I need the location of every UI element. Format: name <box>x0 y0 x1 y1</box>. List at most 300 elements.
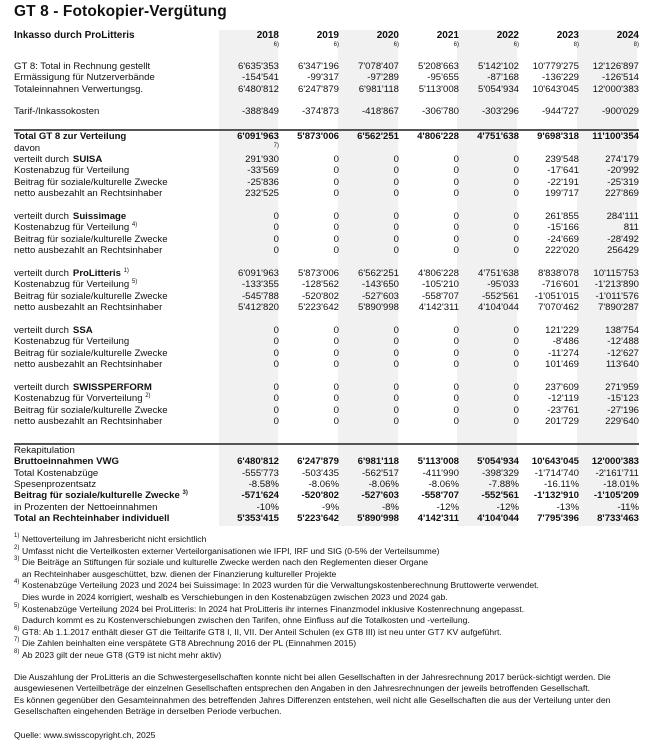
value-cell: -17'641 <box>547 165 579 177</box>
value-cell: 6) <box>513 42 519 49</box>
value-cell: 0 <box>453 233 459 245</box>
value-cell: -8'486 <box>552 336 579 348</box>
spacer-cell <box>339 118 399 130</box>
value-cell: 232'525 <box>245 188 279 200</box>
value-cell: 0 <box>393 233 399 245</box>
value-cell: 0 <box>393 176 399 188</box>
spacer-cell <box>579 444 639 456</box>
spacer-cell <box>279 200 339 211</box>
value-cell: 0 <box>453 336 459 348</box>
table-row <box>14 165 639 176</box>
table-row <box>14 382 639 393</box>
row-label: Totaleinnahnen Verwertungsg. <box>14 83 144 95</box>
row-label-text: netto ausbezahlt an Rechtsinhaber <box>14 302 163 314</box>
source-line: Quelle: www.swisscopyright.ch, 2025 <box>14 729 156 740</box>
value-cell: 5'873'006 <box>297 268 339 280</box>
recap-row <box>14 479 639 490</box>
value-cell: -11'274 <box>548 347 579 359</box>
spacer-cell <box>579 49 639 60</box>
value-cell: 2021 <box>436 30 459 41</box>
value-cell: -555'773 <box>241 467 279 479</box>
value-cell: 0 <box>273 404 279 416</box>
footnote-mark: 5) <box>131 279 138 286</box>
value-cell: -527'603 <box>361 490 399 502</box>
spacer-cell <box>219 444 279 456</box>
value-cell: -558'707 <box>421 490 459 502</box>
spacer-row <box>14 257 639 268</box>
footnote-line <box>14 557 644 569</box>
table-row <box>14 245 639 256</box>
value-cell: -12% <box>496 501 519 513</box>
value-cell: 0 <box>513 245 519 257</box>
value-cell: -99'317 <box>307 72 339 84</box>
row-label: Ermässigung für Nutzerverbände <box>14 72 155 84</box>
spacer-cell <box>399 428 459 444</box>
value-cell: 6) <box>393 42 399 49</box>
value-cell: 6'091'963 <box>219 130 279 142</box>
value-cell: 0 <box>333 393 339 405</box>
explanation-paragraph-2: Es können gegenüber den Gesamteinnahmen des betreffenden Jahres Differenzen entstehen, weil nicht alle Gesellschaften die aus der Verteilung unter den Gesellschaften eingehenden Beträge in derselben Periode verbuchen. <box>14 694 611 717</box>
footnote-text: Dies wurde in 2024 korrigiert, weshalb es Verschiebungen in den Kostenabzügen zwischen 2023 und 2024 gab. <box>22 591 448 602</box>
footnote-text: Die Beiträge an Stiftungen für soziale und kulturelle Zwecke werden nach den Reglementen dieser Organe <box>22 557 429 568</box>
value-cell: -8% <box>381 501 399 513</box>
row-label-text: Kostenabzug für Vorverteilung <box>14 393 143 405</box>
row-label <box>14 513 219 524</box>
row-label <box>14 188 219 199</box>
spacer-cell <box>279 257 339 268</box>
value-cell: 5'113'008 <box>418 83 459 95</box>
value-cell: 6'480'812 <box>237 456 279 468</box>
spacer-cell <box>14 371 219 382</box>
spacer-cell <box>339 49 399 60</box>
spacer-cell <box>579 428 639 444</box>
spacer-cell <box>339 314 399 325</box>
row-label <box>14 177 219 188</box>
value-cell: 0 <box>393 393 399 405</box>
spacer-cell <box>14 41 219 49</box>
value-cell: 5'890'998 <box>357 302 399 314</box>
spacer-cell <box>14 314 219 325</box>
value-cell: 0 <box>453 154 459 166</box>
value-cell: 6'091'963 <box>237 268 279 280</box>
row-label <box>14 154 219 165</box>
spacer-row <box>14 95 639 106</box>
value-cell: 12'000'383 <box>591 456 639 468</box>
row-label <box>14 393 219 404</box>
value-cell: 0 <box>453 188 459 200</box>
value-cell: 2019 <box>316 30 339 41</box>
spacer-cell <box>459 143 519 154</box>
page-title: GT 8 - Fotokopier-Vergütung <box>14 3 227 20</box>
value-cell: 6'981'118 <box>358 83 399 95</box>
value-cell: 0 <box>393 336 399 348</box>
value-cell: -1'051'015 <box>534 290 579 302</box>
value-cell: 0 <box>393 211 399 223</box>
spacer-cell <box>399 444 459 456</box>
value-cell: -1'714'740 <box>534 467 579 479</box>
row-label-text: netto ausbezahlt an Rechtsinhaber <box>14 359 163 371</box>
value-cell: -503'435 <box>301 467 339 479</box>
footnote-mark: 2) <box>14 544 20 551</box>
value-cell: 10'643'045 <box>531 456 579 468</box>
value-cell: -12% <box>436 501 459 513</box>
value-cell: -562'517 <box>361 467 399 479</box>
value-cell: 0 <box>273 393 279 405</box>
spacer-cell <box>459 428 519 444</box>
value-cell: 2022 <box>496 30 519 41</box>
table-row <box>14 211 639 222</box>
spacer-row <box>14 118 639 130</box>
value-cell: -87'168 <box>487 72 519 84</box>
footnote-line <box>14 580 644 592</box>
value-cell: 11'100'354 <box>579 130 639 142</box>
row-label <box>14 268 219 279</box>
value-cell: 5'054'934 <box>477 456 519 468</box>
spacer-cell <box>399 371 459 382</box>
value-cell: 0 <box>453 393 459 405</box>
distributor-prefix: verteilt durch <box>14 325 69 337</box>
value-cell: -520'802 <box>301 290 339 302</box>
value-cell: 5'412'820 <box>237 302 279 314</box>
footnote-line <box>14 615 644 627</box>
value-cell: 0 <box>513 325 519 337</box>
table-row <box>14 222 639 233</box>
value-cell: -128'562 <box>301 279 339 291</box>
value-cell: 284'111 <box>606 211 639 223</box>
spacer-cell <box>14 49 219 60</box>
spacer-cell <box>339 200 399 211</box>
recap-row <box>14 490 639 501</box>
value-cell: -11% <box>617 501 639 513</box>
spacer-cell <box>14 200 219 211</box>
spacer-cell <box>339 444 399 456</box>
value-cell: 12'126'897 <box>592 60 639 72</box>
value-cell: -306'780 <box>421 106 459 118</box>
spacer-cell <box>279 314 339 325</box>
value-cell: 239'548 <box>545 154 579 166</box>
header-label: Inkasso durch ProLitteris <box>14 30 135 41</box>
spacer-cell <box>519 428 579 444</box>
footnote-text: Kostenabzüge Verteilung 2024 bei ProLitteris: In 2024 hat ProLitteris ihr internes Finanzmodel inklusive Kostenrechnung angepasst. <box>22 603 525 614</box>
spacer-cell <box>219 314 279 325</box>
row-label-text: Beitrag für soziale/kulturelle Zwecke <box>14 404 168 416</box>
value-cell: 256429 <box>606 245 639 257</box>
value-cell: 237'609 <box>545 382 579 394</box>
row-label-text: Kostenabzug für Verteilung <box>14 336 130 348</box>
table-row <box>14 188 639 199</box>
value-cell: -95'655 <box>427 72 459 84</box>
spacer-cell <box>219 428 279 444</box>
footnote-text: Nettoverteilung im Jahresbericht nicht ersichtlich <box>22 534 207 544</box>
spacer-cell <box>519 257 579 268</box>
row-label: Total GT 8 zur Verteilung <box>14 130 219 142</box>
distributor-name: ProLitteris <box>72 268 121 280</box>
row-label <box>14 416 219 427</box>
value-cell: -20'992 <box>607 165 639 177</box>
spacer-cell <box>519 143 579 154</box>
value-cell: 5'113'008 <box>417 456 459 468</box>
table-row <box>14 393 639 404</box>
footnote-line <box>14 569 644 581</box>
footnote-line <box>14 534 644 546</box>
table-row <box>14 348 639 359</box>
value-cell: 0 <box>333 222 339 234</box>
value-cell: 227'869 <box>605 188 639 200</box>
value-cell: 0 <box>513 154 519 166</box>
value-cell: 0 <box>513 382 519 394</box>
value-cell: -33'569 <box>247 165 279 177</box>
value-cell: -105'210 <box>421 279 459 291</box>
value-cell: 0 <box>513 165 519 177</box>
row-label <box>14 222 219 233</box>
row-label-text: Spesenprozentsatz <box>14 478 97 490</box>
value-cell: 0 <box>453 211 459 223</box>
value-cell: 10'643'045 <box>532 83 579 95</box>
value-cell: 0 <box>333 233 339 245</box>
value-cell: 4'142'311 <box>417 513 459 525</box>
value-cell: 0 <box>333 325 339 337</box>
spacer-cell <box>14 118 219 130</box>
spacer-cell <box>219 200 279 211</box>
spacer-cell <box>459 200 519 211</box>
value-cell: 6'247'879 <box>297 83 339 95</box>
value-cell: -552'561 <box>481 490 519 502</box>
spacer-cell <box>519 314 579 325</box>
row-label <box>14 336 219 347</box>
value-cell: -15'166 <box>547 222 579 234</box>
spacer-cell <box>579 95 639 106</box>
value-cell: 5'353'415 <box>237 513 279 525</box>
row-label <box>14 211 219 222</box>
value-cell: -527'603 <box>361 290 399 302</box>
value-cell: 6) <box>453 42 459 49</box>
row-label-text: netto ausbezahlt an Rechtsinhaber <box>14 245 163 257</box>
recap-row <box>14 468 639 479</box>
value-cell: 0 <box>453 325 459 337</box>
value-cell: -23'761 <box>547 404 579 416</box>
value-cell: 0 <box>333 154 339 166</box>
table-row <box>14 302 639 313</box>
value-cell: 811 <box>623 222 639 234</box>
value-cell: 0 <box>333 359 339 371</box>
spacer-cell <box>279 118 339 130</box>
value-cell: 5'223'642 <box>297 513 339 525</box>
value-cell: 7'795'396 <box>537 513 579 525</box>
row-label-text: Kostenabzug für Verteilung <box>14 279 130 291</box>
value-cell: 0 <box>513 416 519 428</box>
row-label <box>14 502 219 513</box>
footnote-text: Dadurch kommt es zu Kostenverschiebungen zwischen den Tarifen, ohne Einfluss auf die Totalkosten und -verteilung. <box>22 615 470 626</box>
spacer-cell <box>459 95 519 106</box>
row-label-text: Beitrag für soziale/kulturelle Zwecke <box>14 233 168 245</box>
value-cell: 0 <box>333 382 339 394</box>
value-cell: 0 <box>513 359 519 371</box>
value-cell: -25'836 <box>247 176 279 188</box>
value-cell: 0 <box>333 165 339 177</box>
value-cell: 0 <box>273 347 279 359</box>
value-cell: -944'727 <box>541 106 579 118</box>
row-label <box>14 245 219 256</box>
value-cell: 5'223'642 <box>297 302 339 314</box>
row-label <box>14 479 219 490</box>
value-cell: 2023 <box>556 30 579 41</box>
value-cell: -418'867 <box>361 106 399 118</box>
footnote-line <box>14 546 644 558</box>
value-cell: 0 <box>453 165 459 177</box>
spacer-cell <box>279 444 339 456</box>
value-cell: -27'196 <box>607 404 639 416</box>
value-cell: -15'123 <box>607 393 639 405</box>
value-cell: -571'624 <box>241 490 279 502</box>
distributor-name: SSA <box>72 325 93 337</box>
footnote-mark: 3) <box>182 490 188 497</box>
row-label <box>14 325 219 336</box>
value-cell: 0 <box>453 176 459 188</box>
footnote-mark: 3) <box>14 556 20 563</box>
value-cell: 0 <box>513 233 519 245</box>
value-cell: -18.01% <box>603 478 639 490</box>
value-cell: 0 <box>453 359 459 371</box>
spacer-cell <box>279 428 339 444</box>
value-cell: -558'707 <box>421 290 459 302</box>
distributor-prefix: verteilt durch <box>14 382 69 394</box>
value-cell: -154'541 <box>241 72 279 84</box>
table-row <box>14 279 639 290</box>
distributor-prefix: verteilt durch <box>14 154 69 166</box>
value-cell: -8.06% <box>428 478 459 490</box>
value-cell: 222'020 <box>545 245 579 257</box>
spacer-cell <box>219 95 279 106</box>
spacer-cell <box>219 257 279 268</box>
value-cell: -2'161'711 <box>595 467 639 479</box>
value-cell: -1'213'890 <box>594 279 639 291</box>
table-row <box>14 359 639 370</box>
row-label-text: Beitrag für soziale/kulturelle Zwecke <box>14 347 168 359</box>
table-row <box>14 72 639 83</box>
footnote-text: Kostenabzüge Verteilung 2023 und 2024 bei Suissimage: In 2023 wurden für die Verwaltungskostenberechnung Bruttowerte verwendet. <box>22 580 539 591</box>
spacer-cell <box>219 371 279 382</box>
table-row <box>14 291 639 302</box>
row-label-text: netto ausbezahlt an Rechtsinhaber <box>14 188 163 200</box>
value-cell: -13% <box>556 501 579 513</box>
value-cell: -25'319 <box>607 176 639 188</box>
value-cell: 2020 <box>376 30 399 41</box>
value-cell: 0 <box>513 404 519 416</box>
value-cell: 0 <box>393 347 399 359</box>
row-label <box>14 234 219 245</box>
spacer-cell <box>579 371 639 382</box>
header-row <box>14 30 639 41</box>
spacer-cell <box>519 49 579 60</box>
value-cell: 10'779'275 <box>532 60 579 72</box>
footnote-mark: 1) <box>14 533 20 539</box>
row-label <box>14 302 219 313</box>
footnote-mark: 7) <box>14 637 20 644</box>
recap-row <box>14 513 639 524</box>
value-cell: 101'469 <box>545 359 579 371</box>
spacer-cell <box>14 428 219 444</box>
spacer-cell <box>279 371 339 382</box>
spacer-row <box>14 49 639 60</box>
value-cell: 4'104'044 <box>477 302 519 314</box>
footnote-text: an Rechteinhaber ausgeschüttet, bzw. dienen der Finanzierung kultureller Projekte <box>22 568 337 579</box>
value-cell: 138'754 <box>605 325 639 337</box>
explanation-paragraph: Die Auszahlung der ProLitteris an die Schwestergesellschaften konnte nicht bei allen Gesellschaften in der Jahresrechnung 2017 berück-sichtigt werden. Die ausgewiesenen Verteilbeträge der einzelnen Gesellschaften entsprechen den Angaben in den Jahresrechnungen der jeweils betroffenden Gesellschaft. <box>14 671 611 694</box>
davon-row <box>14 143 639 154</box>
value-cell: 0 <box>333 416 339 428</box>
spacer-cell <box>14 257 219 268</box>
value-cell: 4'104'044 <box>477 513 519 525</box>
value-cell: -7.88% <box>488 478 519 490</box>
table-row <box>14 177 639 188</box>
value-cell: 4'806'228 <box>417 268 459 280</box>
footnote-line <box>14 604 644 616</box>
distributor-name: SWISSPERFORM <box>72 382 152 394</box>
total-row <box>14 130 639 142</box>
footnotes-section <box>14 534 644 742</box>
value-cell: -12'119 <box>548 393 579 405</box>
row-label <box>14 490 219 501</box>
value-cell: 0 <box>453 245 459 257</box>
spacer-cell <box>579 200 639 211</box>
spacer-row <box>14 371 639 382</box>
table-row <box>14 268 639 279</box>
distributor-name: SUISA <box>72 154 103 166</box>
value-cell: 0 <box>273 233 279 245</box>
value-cell: 113'640 <box>605 359 639 371</box>
header-footnote-row <box>14 41 639 49</box>
value-cell: 12'000'383 <box>592 83 639 95</box>
value-cell: -545'788 <box>241 290 279 302</box>
distributor-prefix: verteilt durch <box>14 211 69 223</box>
spacer-cell <box>339 428 399 444</box>
table-row <box>14 61 639 72</box>
row-label-text: Total Kostenabzüge <box>14 467 99 479</box>
footnote-mark: 6) <box>14 625 20 632</box>
recap-title-row <box>14 444 639 456</box>
value-cell: -398'329 <box>481 467 519 479</box>
value-cell: 0 <box>333 404 339 416</box>
value-cell: 4'806'228 <box>399 130 459 142</box>
row-label-text: Total an Rechteinhaber individuell <box>14 513 170 525</box>
spacer-cell <box>519 118 579 130</box>
table-row <box>14 405 639 416</box>
value-cell: -716'601 <box>541 279 579 291</box>
value-cell: -411'990 <box>422 467 459 479</box>
value-cell: 0 <box>393 404 399 416</box>
spacer-row <box>14 428 639 444</box>
row-label-text: Kostenabzug für Verteilung <box>14 165 130 177</box>
value-cell: 0 <box>273 382 279 394</box>
value-cell: -8.06% <box>368 478 399 490</box>
value-cell: -900'029 <box>601 106 639 118</box>
value-cell: 5'142'102 <box>477 60 519 72</box>
value-cell: -12'627 <box>607 347 639 359</box>
value-cell: 0 <box>393 416 399 428</box>
table-row <box>14 234 639 245</box>
value-cell: 0 <box>333 176 339 188</box>
footnote-mark: 7) <box>273 142 279 149</box>
value-cell: 0 <box>333 211 339 223</box>
value-cell: 9'698'318 <box>519 130 579 142</box>
value-cell: 0 <box>453 347 459 359</box>
recap-row <box>14 456 639 467</box>
value-cell: -8.58% <box>248 478 279 490</box>
value-cell: 0 <box>273 336 279 348</box>
spacer-cell <box>399 257 459 268</box>
table-row <box>14 106 639 117</box>
table-row <box>14 325 639 336</box>
